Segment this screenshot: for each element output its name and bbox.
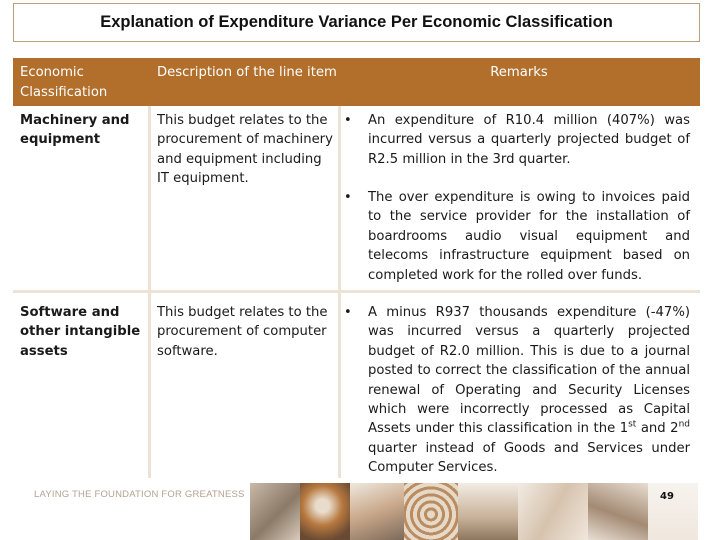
row1-classification: Machinery and equipment [20, 113, 130, 148]
bullet-icon: • [344, 113, 352, 128]
remark-text: A minus R937 thousands expenditure (-47%) was incurred versus a quarterly projected budget of R2.0 million. This is due to a journal posted to correct the classification of the annual renewal of Operating and Security Licenses which were incorrectly processed as Capital Assets under this classification in the 1 [368, 305, 690, 437]
page-number: 49 [660, 491, 674, 502]
slide-title: Explanation of Expenditure Variance Per Economic Classification [100, 13, 613, 31]
bullet-icon: • [344, 305, 352, 320]
superscript: nd [678, 420, 690, 431]
variance-table [13, 58, 700, 478]
photo-strip-image [518, 483, 588, 540]
slide-title-box [13, 3, 700, 42]
bullet-icon: • [344, 190, 352, 205]
photo-strip-image [350, 483, 404, 540]
photo-strip-image [588, 483, 648, 540]
photo-strip-image [458, 483, 518, 540]
remark-text: and 2 [636, 421, 679, 437]
header-remarks: Remarks [490, 65, 548, 80]
row2-description: This budget relates to the procurement of computer software. [157, 305, 328, 359]
row-divider [13, 290, 700, 293]
row1-remark-1: An expenditure of R10.4 million (407%) was incurred versus a quarterly projected budget of R2.5 million in the 3rd quarter. [368, 113, 690, 167]
row1-remark-2: The over expenditure is owing to invoices paid to the service provider for the installation of boardrooms audio visual equipment and telecoms infrastructure equipment based on completed work for the rolled over funds. [368, 190, 690, 283]
photo-strip-image [250, 483, 300, 540]
photo-strip-image [404, 483, 458, 540]
photo-strip-image [300, 483, 350, 540]
footer-tagline: LAYING THE FOUNDATION FOR GREATNESS [34, 489, 245, 500]
header-economic-classification: Economic Classification [20, 65, 108, 100]
header-description: Description of the line item [157, 65, 337, 80]
row1-description: This budget relates to the procurement of machinery and equipment including IT equipment. [157, 113, 333, 187]
row2-classification: Software and other intangible assets [20, 305, 141, 359]
superscript: st [628, 420, 637, 431]
remark-text: quarter instead of Goods and Services under Computer Services. [368, 440, 690, 476]
row2-remark-1 [368, 303, 690, 478]
